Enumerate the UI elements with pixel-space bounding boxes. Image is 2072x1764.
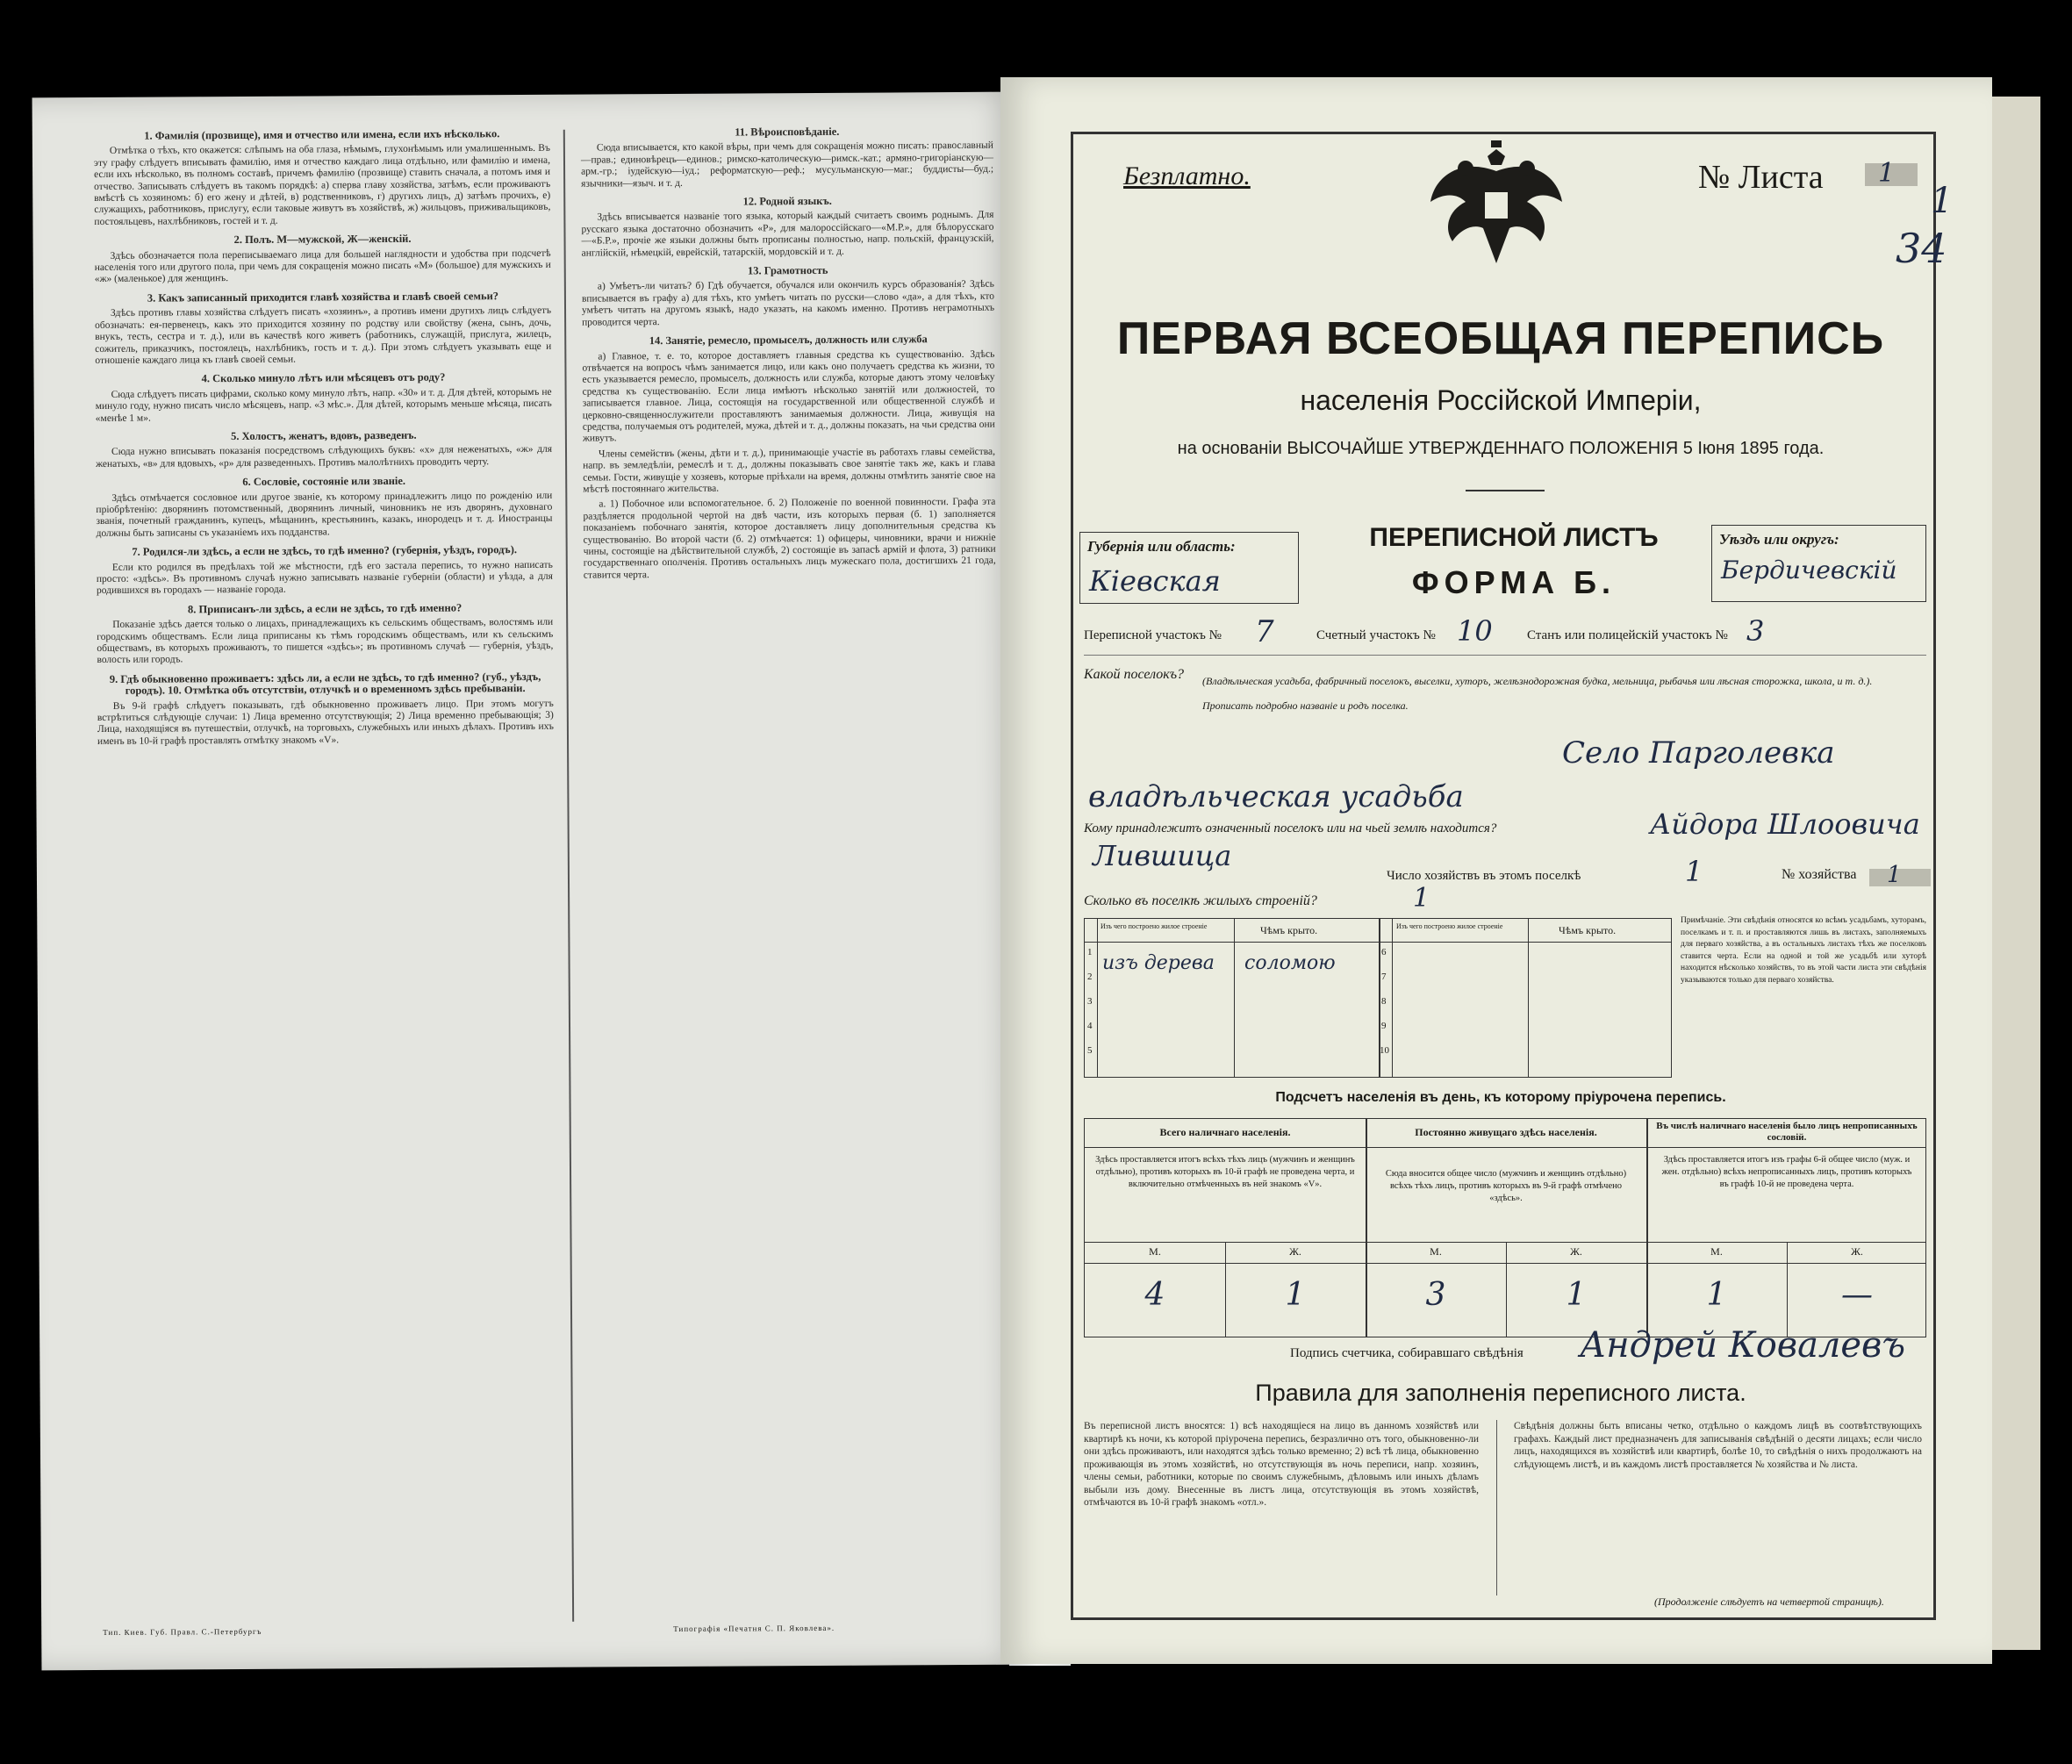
province-value: Кіевская [1089, 564, 1221, 598]
page-title: ПЕРВАЯ ВСЕОБЩАЯ ПЕРЕПИСЬ [1116, 313, 1885, 364]
summary-col3-head: Въ числѣ наличнаго населенія было лицъ непрописанныхъ сословій. [1656, 1121, 1918, 1143]
roof-header-2: Чѣмъ крыто. [1559, 924, 1617, 936]
female-header: Ж. [1570, 1245, 1582, 1258]
section-heading: 9. Гдѣ обыкновенно проживаетъ: здѣсь ли, а если не здѣсь, то гдѣ именно? (губ., уѣздъ, городъ). 10. Отмѣтка объ отсутствіи, отлучкѣ и о временномъ здѣсь пребываніи. [109, 670, 541, 698]
rules-title: Правила для заполненія переписного листа. [1255, 1380, 1746, 1406]
summary-col3-text: Здѣсь проставляется итогъ изъ графы 6-й общее число (муж. и жен. отдѣльно) всѣхъ непрописанныхъ лицъ, противъ которыхъ въ графѣ 10-й не проведена черта. [1661, 1155, 1912, 1189]
row1-roof: соломою [1244, 952, 1336, 974]
free-label: Безплатно. [1123, 161, 1251, 190]
settlement-label: Какой поселокъ? [1084, 667, 1185, 682]
column-divider [563, 130, 574, 1622]
section-text: Показаніе здѣсь дается только о лицахъ, принадлежащихъ къ сельскимъ обществамъ, волостямъ или городскимъ обществамъ. Если лица приписаны къ тѣмъ городскимъ обществамъ, или къ сельскимъ обществамъ, въ которыхъ проживаютъ, то пишется «здѣсь»; въ противномъ случаѣ — губернія, уѣздъ, волость или городъ. [97, 617, 554, 666]
section-text: Здѣсь отмѣчается сословное или другое званіе, къ которому принадлежитъ лицо по рожденію или пріобрѣтенію: дворянинъ потомственный, дворянинъ личный, чиновникъ не изъ дворянъ, духовнаго званія, почетный гражданинъ, купецъ, мѣщанинъ, крестьянинъ, казакъ, инородецъ и т. д. Иностранцы должны быть записаны съ указаніемъ ихъ подданства. [96, 490, 553, 539]
legal-basis: на основаніи ВЫСОЧАЙШЕ УТВЕРЖДЕННАГО ПОЛОЖЕНІЯ 5 Іюня 1895 года. [1177, 439, 1825, 458]
signature-value: Андрей Ковалевъ [1580, 1325, 1905, 1366]
double-headed-eagle-icon [1426, 140, 1567, 268]
summary-col1-text: Здѣсь проставляется итогъ всѣхъ тѣхъ лицъ (мужчинъ и женщинъ отдѣльно), противъ которыхъ въ 10-й графѣ не проведена черта, и включительно отмѣченныхъ въ ней знакомъ «V». [1095, 1155, 1355, 1189]
page-subtitle: населенія Россійской Имперіи, [1300, 384, 1702, 416]
section-heading: 4. Сколько минуло лѣтъ или мѣсяцевъ отъ роду? [201, 370, 446, 385]
police-district-value: 3 [1746, 614, 1765, 648]
female-header: Ж. [1851, 1245, 1863, 1258]
summary-title: Подсчетъ населенія въ день, къ которому пріурочена перепись. [1275, 1090, 1726, 1105]
imprint-right: Типографія «Печатня С. П. Яковлева». [673, 1623, 835, 1634]
census-district-label: Переписной участокъ № [1084, 628, 1222, 642]
buildings-note: Примѣчаніе. Эти свѣдѣнія относятся ко всѣмъ усадьбамъ, хуторамъ, поселкамъ и т. п. и проставляются лишь въ листахъ, заполняемыхъ для перваго хозяйства, а въ остальныхъ листахъ тѣхъ же поселковъ ставится черта. Если на одной и той же усадьбѣ или хуторѣ находится нѣсколько хозяйствъ, то въ этой части листа эти свѣдѣнія указываются только для перваго хозяйства. [1681, 916, 1926, 985]
material-header: Изъ чего построено жилое строеніе [1101, 922, 1208, 930]
section-heading: 11. Вѣроисповѣданіе. [735, 125, 840, 139]
summary-value: 1 [1706, 1277, 1727, 1313]
summary-col2-text: Сюда вносится общее число (мужчинъ и женщинъ отдѣльно) всѣхъ тѣхъ лицъ, противъ которыхъ въ 9-й графѣ отмѣчено «здѣсь». [1385, 1169, 1627, 1203]
section-text: Въ 9-й графѣ слѣдуетъ показывать, гдѣ обыкновенно проживаетъ лицо. При этомъ могутъ встрѣтиться слѣдующіе случаи: 1) Лица временно отсутствующія; 2) Лица временно пребывающія; 3) Лица, находящіяся въ путешествіи, отлучкѣ, на торговыхъ, служебныхъ или иныхъ дѣлахъ. Противъ ихъ именъ въ 10-й графѣ проставлять отмѣтку знакомъ «V». [97, 698, 554, 747]
row-number: 6 [1381, 947, 1387, 957]
count-district-value: 10 [1457, 614, 1493, 648]
row-number: 1 [1087, 947, 1093, 957]
buildings-table [1084, 918, 1672, 1078]
form-subtitle: ФОРМА Б. [1411, 564, 1617, 600]
section-heading: 2. Полъ. М—мужской, Ж—женскій. [233, 233, 412, 247]
section-text: Сюда вписывается, кто какой вѣры, при чемъ для сокращенія можно писать: православный—прав.; единовѣрецъ—единов.; римско-католическую—римск.-кат.; армяно-григоріанскую—арм.-гр.; іудейскую—іуд.; реформатскую—реф.; мусульманскую—маг.; буддисты—буд.; язычники—языч. и т. д. [580, 140, 994, 190]
rules-divider [1496, 1420, 1497, 1595]
households-value: 1 [1685, 855, 1703, 888]
summary-value: — [1841, 1277, 1873, 1313]
police-district-label: Станъ или полицейскій участокъ № [1527, 628, 1728, 642]
row-number: 10 [1380, 1045, 1389, 1056]
row-number: 8 [1381, 996, 1387, 1007]
roof-header: Чѣмъ крыто. [1260, 924, 1318, 936]
row1-material: изъ дерева [1102, 952, 1215, 974]
section-heading: 14. Занятіе, ремесло, промыселъ, должность или служба [649, 333, 928, 348]
summary-col1-head: Всего наличнаго населенія. [1159, 1126, 1291, 1138]
buildings-label: Сколько въ поселкѣ жилыхъ строеній? [1084, 893, 1317, 908]
summary-col2-head: Постоянно живущаго здѣсь населенія. [1415, 1126, 1597, 1138]
right-page [1000, 77, 1992, 1664]
section-text: Сюда нужно вписывать показанія посредствомъ слѣдующихъ буквъ: «х» для неженатыхъ, «ж» для женатыхъ, «в» для вдовыхъ, «р» для разведенныхъ. Противъ малолѣтнихъ проводить черту. [96, 444, 553, 470]
owner-label: Кому принадлежитъ означенный поселокъ или на чьей землѣ находится? [1084, 821, 1497, 835]
county-box [1711, 525, 1926, 602]
material-header-2: Изъ чего построено жилое строеніе [1396, 922, 1503, 930]
summary-value: 4 [1144, 1277, 1165, 1313]
rules-continued-note: (Продолженіе слѣдуетъ на четвертой страницѣ). [1654, 1595, 1884, 1608]
household-number-label: № хозяйства [1782, 867, 1857, 882]
row-number: 2 [1087, 972, 1093, 982]
section-heading: 8. Приписанъ-ли здѣсь, а если не здѣсь, то гдѣ именно? [187, 601, 462, 616]
left-page [32, 92, 1023, 1671]
county-value: Бердичевскій [1721, 556, 1897, 584]
province-box [1079, 532, 1299, 604]
population-summary-table [1084, 1118, 1926, 1337]
instructions-column-1 [94, 121, 554, 751]
census-district-value: 7 [1255, 614, 1274, 649]
rules-column-2: Свѣдѣнія должны быть вписаны четко, отдѣльно о каждомъ лицѣ въ соотвѣтствующихъ графахъ. Каждый лист предназначенъ для записыванія свѣдѣній о десяти лицахъ; если число лицъ, находящихся въ хозяйствѣ или квартирѣ, болѣе 10, то свѣдѣнія о нихъ продолжаютъ на слѣдующемъ листѣ, и въ каждомъ листѣ проставляется № хозяйства и № листа. [1514, 1421, 1922, 1470]
settlement-hint: (Владѣльческая усадьба, фабричный поселокъ, выселки, хуторъ, желѣзнодорожная будка, мельница, рыбачья или лѣсная сторожка, школа, и т. д.). Прописать подробно названіе и родъ поселка. [1202, 675, 1873, 712]
summary-value: 3 [1425, 1277, 1446, 1313]
sheet-number-label: № Листа [1698, 159, 1824, 196]
summary-value: 1 [1285, 1277, 1306, 1313]
form-title: ПЕРЕПИСНОЙ ЛИСТЪ [1369, 523, 1659, 552]
summary-value: 1 [1566, 1277, 1587, 1313]
section-heading: 13. Грамотность [747, 263, 828, 277]
sheet-number-value: 1 [1878, 158, 1896, 189]
section-text: Здѣсь противъ главы хозяйства слѣдуетъ писать «хозяинъ», а противъ имени другихъ лицъ слѣдуетъ обозначать: ея-первенецъ, какъ это приходится хозяину по родству или свойству (жена, сынъ, дочь, внукъ, тесть, сестра и т. д.), или въ качествѣ кого живетъ (работникъ, служащій, прислуга, жилецъ, сожитель, приказчикъ, постоялецъ, нахлѣбникъ, гость и т. д.). При этомъ слѣдуетъ указывать еще и отношеніе каждаго лица къ главѣ своей семьи. [95, 305, 552, 366]
section-text: Если кто родился въ предѣлахъ той же мѣстности, гдѣ его застала перепись, то нужно написать просто: «здѣсь». Въ противномъ случаѣ нужно записывать названіе губерніи (области) и уѣзда, а для родившихся въ городахъ — названіе города. [96, 559, 553, 597]
section-heading: 3. Какъ записанный приходится главѣ хозяйства и главѣ своей семьи? [147, 290, 499, 305]
male-header: М. [1430, 1245, 1442, 1258]
owner-value-2: Лившица [1093, 839, 1232, 872]
signature-label: Подпись счетчика, собиравшаго свѣдѣнія [1290, 1346, 1524, 1360]
section-text: Здѣсь обозначается пола переписываемаго лица для большей наглядности и удобства при подсчетѣ населенія того или другого пола, при чемъ для сокращенія можно писать «М» (большое) для мужскихъ и «ж» (маленькое) для женщинъ. [94, 247, 551, 285]
buildings-value: 1 [1413, 883, 1430, 914]
count-district-label: Счетный участокъ № [1316, 628, 1436, 642]
male-header: М. [1149, 1245, 1161, 1258]
section-text: Сюда слѣдуетъ писать цифрами, сколько кому минуло лѣтъ, напр. «30» и т. д. Для дѣтей, которымъ не минуло году, нужно писать число мѣсяцевъ, напр. «3 мѣс.». Для дѣтей, которымъ меньше мѣсяца, писать «менѣе 1 м». [95, 386, 552, 424]
row-number: 9 [1381, 1021, 1387, 1031]
settlement-value-2: владѣльческая усадьба [1088, 779, 1464, 814]
section-heading: 12. Родной языкъ. [742, 194, 832, 208]
settlement-value: Село Парголевка [1562, 735, 1835, 771]
margin-number-1: 1 [1931, 181, 1954, 221]
section-heading: 6. Сословіе, состояніе или званіе. [242, 474, 406, 489]
section-text: а. 1) Побочное или вспомогательное. б. 2) Положеніе по военной повинности. Графа эта раздѣляется продольной чертой на двѣ части, изъ которыхъ первая (б. 1) заполняется показаніемъ побочнаго занятія, которое доставляетъ лицу дополнительныя средства къ существованію. Во второй части (б. 2) отмѣчается: 1) офицеры, чиновники, врачи и нижніе чины, состоящіе на дѣйствительной службѣ, 2) состоящіе въ запасѣ армій и флота, 3) ратники государственнаго ополченія. Противъ остальныхъ лицъ мужескаго пола, достигшихъ 21 года, ставится черта. [583, 497, 996, 581]
section-heading: 1. Фамилія (прозвище), имя и отчество или имена, если ихъ нѣсколько. [144, 127, 500, 142]
owner-value: Айдора Шлоовича [1650, 807, 1920, 841]
section-text: а) Умѣетъ-ли читать? б) Гдѣ обучается, обучался или окончилъ курсъ образованія? Здѣсь вписывается въ графу а) для тѣхъ, кто умѣетъ читать по русски—слово «да», а для тѣхъ, кто умѣетъ читать на другомъ языкѣ, надо указать, на какомъ именно. Противъ неграмотныхъ проводится черта. [581, 279, 995, 328]
rule [1084, 655, 1926, 656]
row-number: 4 [1087, 1021, 1093, 1031]
instructions-column-2 [581, 118, 996, 585]
rules-column-1: Въ переписной листъ вносятся: 1) всѣ находящіеся на лицо въ данномъ хозяйствѣ или квартирѣ къ ночи, къ которой пріурочена перепись, безразлично отъ того, обыкновенно-ли они здѣсь проживаютъ, или находятся здѣсь только временно; 2) всѣ тѣ лица, обыкновенно проживающія въ этомъ хозяйствѣ, но отсутствующія въ ночь переписи, напр. хозяинъ, члены семьи, работники, которые по своимъ служебнымъ, дѣловымъ или иныхъ дѣламъ выбыли изъ дому. Внесенные въ листъ лица, отсутствующія въ этомъ хозяйствѣ, отмѣчаются въ 10-й графѣ знакомъ «отл.». [1084, 1421, 1479, 1508]
row-number: 5 [1087, 1045, 1093, 1056]
margin-number-2: 34 [1896, 225, 1947, 272]
section-text: Члены семействъ (жены, дѣти и т. д.), принимающіе участіе въ работахъ главы семейства, напр. въ земледѣліи, ремеслѣ и т. д., должны показывать свое занятіе такъ же, какъ и глава семьи. Гости, живущіе у хозяевъ, которые пріѣхали на время, должны отмѣтить занятіе свое на мѣстѣ постояннаго жительства. [583, 446, 996, 495]
province-label: Губернія или область: [1087, 538, 1236, 555]
county-label: Уѣздъ или округъ: [1719, 531, 1839, 548]
section-heading: 7. Родился-ли здѣсь, а если не здѣсь, то гдѣ именно? (губернія, уѣздъ, городъ). [132, 543, 518, 558]
female-header: Ж. [1289, 1245, 1301, 1258]
male-header: М. [1710, 1245, 1723, 1258]
title-rule [1466, 490, 1545, 491]
row-number: 7 [1381, 972, 1387, 982]
section-text: а) Главное, т. е. то, которое доставляетъ главныя средства къ существованію. Здѣсь отвѣчается на вопросъ чѣмъ занимается лицо, или какъ оно получаетъ средства къ жизни, то есть указывается ремесло, промыселъ, должность или служба, которые даютъ этому человѣку средства къ существованію. Если лица имѣютъ нѣсколько занятій или должностей, то записывается главное. Лица, состоящія на государственной или общественной службѣ и церковно-священнослужители проставляютъ занимаемыя должности. Лица, живущія на средства, получаемыя отъ родителей, мужа, дѣтей и т. д., должны показать, на чьи средства они живутъ. [582, 348, 995, 444]
household-number-value: 1 [1887, 862, 1902, 888]
row-number: 3 [1087, 996, 1093, 1007]
section-text: Отмѣтка о тѣхъ, кто окажется: слѣпымъ на оба глаза, нѣмымъ, глухонѣмымъ или умалишеннымъ. Въ эту графу слѣдуетъ вписывать фамилію, имя и отчество каждаго лица отдѣльно, или фамилію и имена, если ихъ нѣсколько, въ полномъ составѣ, причемъ фамилію (прозвище) ставить сначала, а потомъ имя и отчество. Записывать слѣдуетъ въ такомъ порядкѣ: а) сперва главу хозяйства, затѣмъ, если проживаютъ вмѣстѣ съ хозяиномъ: б) его жену и дѣтей, в) родственниковъ, г) другихъ лицъ, д) затѣмъ прочихъ, е) служащихъ, работниковъ, прислугу, если таковые живутъ въ хозяйствѣ, ж) жильцовъ, приживальщиковъ, постояльцевъ, нахлѣбниковъ, гостей и т. д. [93, 143, 551, 227]
section-heading: 5. Холостъ, женатъ, вдовъ, разведенъ. [231, 428, 417, 442]
imprint-left: Тип. Киев. Губ. Правл. С.-Петербургъ [103, 1626, 262, 1637]
section-text: Здѣсь вписывается названіе того языка, который каждый считаетъ своимъ роднымъ. Для русскаго языка достаточно обозначить «Р», для малороссійскаго—«М.Р.», для бѣлорусскаго—«Б.Р.», прочіе же языки должны быть прописаны полностью, напр. польскій, французскій, англійскій, нѣмецкій, еврейскій, татарскій, мордовскій и т. д. [581, 210, 994, 259]
households-label: Число хозяйствъ въ этомъ поселкѣ [1387, 869, 1581, 883]
